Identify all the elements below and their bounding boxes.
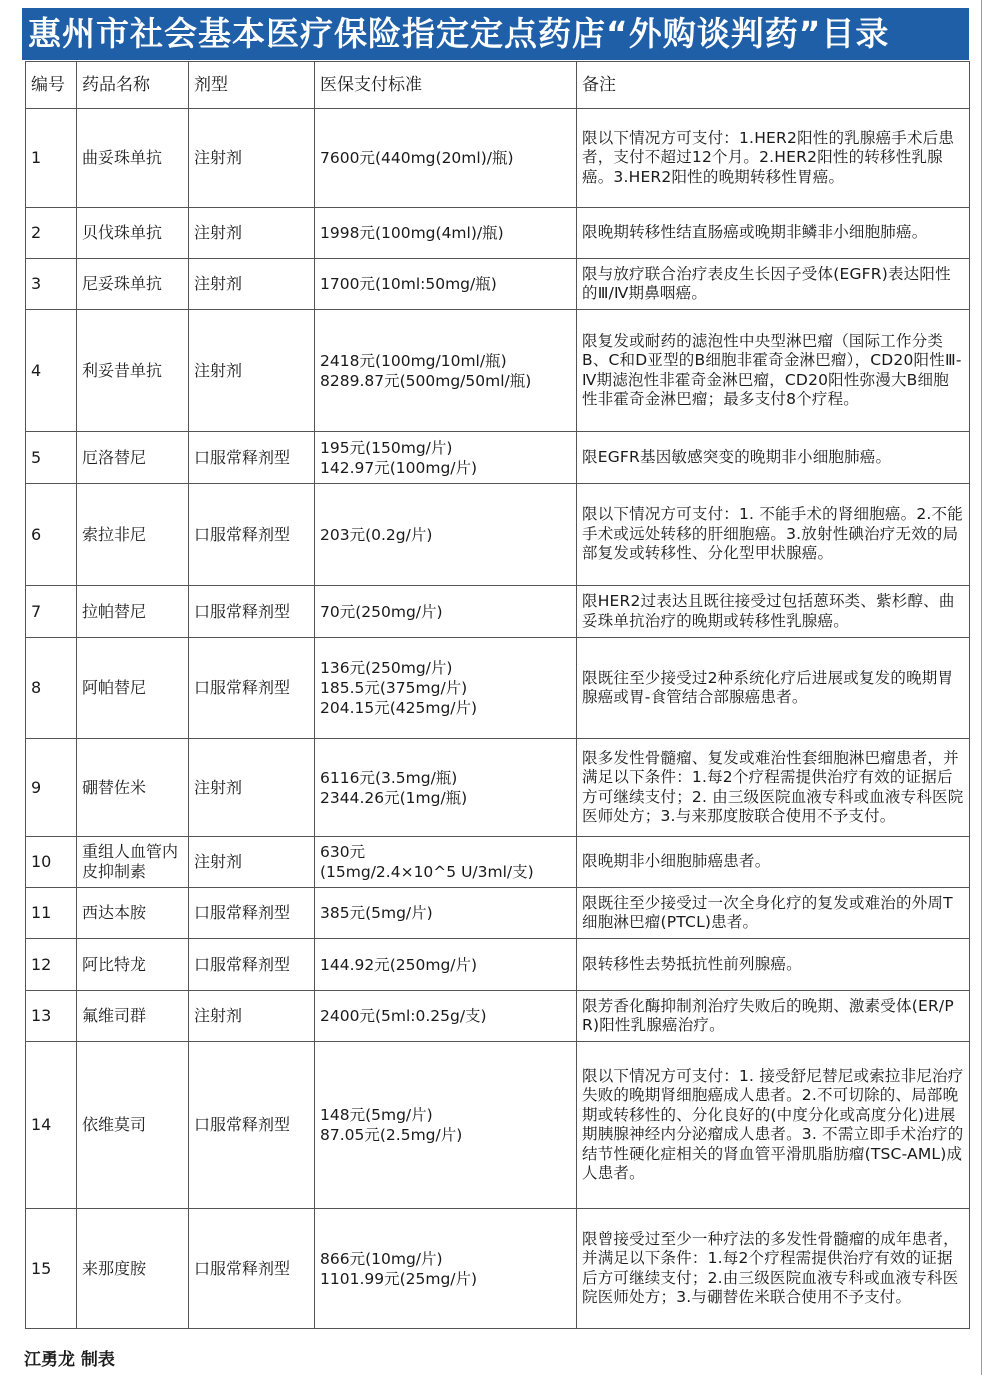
table-body bbox=[26, 109, 970, 1329]
remarks-cell: 限以下情况方可支付：1.HER2阳性的乳腺癌手术后患者，支付不超过12个月。2.HER2阳性的转移性乳腺癌。3.HER2阳性的晚期转移性胃癌。 bbox=[577, 109, 970, 208]
table-row bbox=[26, 109, 970, 208]
dosage-form-cell: 口服常释剂型 bbox=[189, 484, 315, 586]
table-row bbox=[26, 739, 970, 837]
table-row bbox=[26, 939, 970, 991]
table-header-row bbox=[26, 62, 970, 109]
drug-name-cell: 来那度胺 bbox=[77, 1209, 189, 1329]
dosage-form-cell: 口服常释剂型 bbox=[189, 432, 315, 484]
drug-name-cell: 贝伐珠单抗 bbox=[77, 208, 189, 259]
payment-standard-cell: 2418元(100mg/10ml/瓶) 8289.87元(500mg/50ml/瓶) bbox=[315, 310, 577, 432]
table-row bbox=[26, 837, 970, 888]
number-cell: 1 bbox=[26, 109, 77, 208]
payment-standard-cell: 6116元(3.5mg/瓶) 2344.26元(1mg/瓶) bbox=[315, 739, 577, 837]
remarks-cell: 限与放疗联合治疗表皮生长因子受体(EGFR)表达阳性的Ⅲ/Ⅳ期鼻咽癌。 bbox=[577, 259, 970, 310]
number-cell: 10 bbox=[26, 837, 77, 888]
table-row bbox=[26, 208, 970, 259]
table-row bbox=[26, 991, 970, 1042]
remarks-cell: 限曾接受过至少一种疗法的多发性骨髓瘤的成年患者，并满足以下条件：1.每2个疗程需提供治疗有效的证据后方可继续支付；2.由三级医院血液专科或血液专科医院医师处方；3.与硼替佐米联合使用不予支付。 bbox=[577, 1209, 970, 1329]
payment-standard-cell: 148元(5mg/片) 87.05元(2.5mg/片) bbox=[315, 1042, 577, 1209]
page-edge-divider bbox=[981, 0, 982, 1375]
remarks-cell: 限多发性骨髓瘤、复发或难治性套细胞淋巴瘤患者，并满足以下条件：1.每2个疗程需提供治疗有效的证据后方可继续支付；2. 由三级医院血液专科或血液专科医院医师处方；3.与来那度胺联合使用不予支付。 bbox=[577, 739, 970, 837]
dosage-form-cell: 注射剂 bbox=[189, 259, 315, 310]
drug-name-cell: 西达本胺 bbox=[77, 888, 189, 939]
dosage-form-cell: 口服常释剂型 bbox=[189, 1042, 315, 1209]
number-cell: 6 bbox=[26, 484, 77, 586]
table-row bbox=[26, 1042, 970, 1209]
dosage-form-cell: 注射剂 bbox=[189, 739, 315, 837]
table-row bbox=[26, 888, 970, 939]
drug-name-cell: 重组人血管内皮抑制素 bbox=[77, 837, 189, 888]
remarks-cell: 限芳香化酶抑制剂治疗失败后的晚期、激素受体(ER/PR)阳性乳腺癌治疗。 bbox=[577, 991, 970, 1042]
payment-standard-cell: 1700元(10ml:50mg/瓶) bbox=[315, 259, 577, 310]
remarks-cell: 限既往至少接受过一次全身化疗的复发或难治的外周T细胞淋巴瘤(PTCL)患者。 bbox=[577, 888, 970, 939]
drug-name-cell: 氟维司群 bbox=[77, 991, 189, 1042]
dosage-form-cell: 口服常释剂型 bbox=[189, 638, 315, 739]
number-cell: 5 bbox=[26, 432, 77, 484]
table-row bbox=[26, 432, 970, 484]
number-cell: 7 bbox=[26, 586, 77, 638]
table-row bbox=[26, 484, 970, 586]
dosage-form-cell: 注射剂 bbox=[189, 109, 315, 208]
number-cell: 2 bbox=[26, 208, 77, 259]
number-cell: 4 bbox=[26, 310, 77, 432]
column-header-number: 编号 bbox=[26, 62, 77, 109]
dosage-form-cell: 注射剂 bbox=[189, 991, 315, 1042]
table-row bbox=[26, 638, 970, 739]
remarks-cell: 限EGFR基因敏感突变的晚期非小细胞肺癌。 bbox=[577, 432, 970, 484]
remarks-cell: 限转移性去势抵抗性前列腺癌。 bbox=[577, 939, 970, 991]
payment-standard-cell: 866元(10mg/片) 1101.99元(25mg/片) bbox=[315, 1209, 577, 1329]
column-header-payment-standard: 医保支付标准 bbox=[315, 62, 577, 109]
number-cell: 13 bbox=[26, 991, 77, 1042]
remarks-cell: 限以下情况方可支付：1. 接受舒尼替尼或索拉非尼治疗失败的晚期肾细胞癌成人患者。2.不可切除的、局部晚期或转移性的、分化良好的(中度分化或高度分化)进展期胰腺神经内分泌瘤成人患者。3. 不需立即手术治疗的结节性硬化症相关的肾血管平滑肌脂肪瘤(TSC-AML)成人患者。 bbox=[577, 1042, 970, 1209]
dosage-form-cell: 注射剂 bbox=[189, 837, 315, 888]
page-title: 惠州市社会基本医疗保险指定定点药店“外购谈判药”目录 bbox=[22, 8, 969, 60]
table-author-credit: 江勇龙 制表 bbox=[24, 1350, 115, 1370]
remarks-cell: 限HER2过表达且既往接受过包括蒽环类、紫杉醇、曲妥珠单抗治疗的晚期或转移性乳腺癌。 bbox=[577, 586, 970, 638]
drug-name-cell: 拉帕替尼 bbox=[77, 586, 189, 638]
payment-standard-cell: 195元(150mg/片) 142.97元(100mg/片) bbox=[315, 432, 577, 484]
dosage-form-cell: 注射剂 bbox=[189, 208, 315, 259]
dosage-form-cell: 口服常释剂型 bbox=[189, 586, 315, 638]
number-cell: 3 bbox=[26, 259, 77, 310]
remarks-cell: 限晚期转移性结直肠癌或晚期非鳞非小细胞肺癌。 bbox=[577, 208, 970, 259]
drug-name-cell: 依维莫司 bbox=[77, 1042, 189, 1209]
payment-standard-cell: 630元 (15mg/2.4×10^5 U/3ml/支) bbox=[315, 837, 577, 888]
number-cell: 9 bbox=[26, 739, 77, 837]
drug-name-cell: 阿帕替尼 bbox=[77, 638, 189, 739]
number-cell: 15 bbox=[26, 1209, 77, 1329]
payment-standard-cell: 2400元(5ml:0.25g/支) bbox=[315, 991, 577, 1042]
column-header-remarks: 备注 bbox=[577, 62, 970, 109]
table-row bbox=[26, 310, 970, 432]
payment-standard-cell: 203元(0.2g/片) bbox=[315, 484, 577, 586]
drug-name-cell: 利妥昔单抗 bbox=[77, 310, 189, 432]
remarks-cell: 限既往至少接受过2种系统化疗后进展或复发的晚期胃腺癌或胃-食管结合部腺癌患者。 bbox=[577, 638, 970, 739]
drug-name-cell: 尼妥珠单抗 bbox=[77, 259, 189, 310]
column-header-drug-name: 药品名称 bbox=[77, 62, 189, 109]
payment-standard-cell: 1998元(100mg(4ml)/瓶) bbox=[315, 208, 577, 259]
number-cell: 8 bbox=[26, 638, 77, 739]
drug-catalog-table bbox=[25, 61, 970, 1329]
table-row bbox=[26, 259, 970, 310]
payment-standard-cell: 7600元(440mg(20ml)/瓶) bbox=[315, 109, 577, 208]
dosage-form-cell: 口服常释剂型 bbox=[189, 1209, 315, 1329]
remarks-cell: 限晚期非小细胞肺癌患者。 bbox=[577, 837, 970, 888]
table-row bbox=[26, 586, 970, 638]
number-cell: 11 bbox=[26, 888, 77, 939]
payment-standard-cell: 136元(250mg/片) 185.5元(375mg/片) 204.15元(425mg/片) bbox=[315, 638, 577, 739]
number-cell: 12 bbox=[26, 939, 77, 991]
dosage-form-cell: 注射剂 bbox=[189, 310, 315, 432]
remarks-cell: 限复发或耐药的滤泡性中央型淋巴瘤（国际工作分类B、C和D亚型的B细胞非霍奇金淋巴瘤），CD20阳性Ⅲ-Ⅳ期滤泡性非霍奇金淋巴瘤，CD20阳性弥漫大B细胞性非霍奇金淋巴瘤；最多支付8个疗程。 bbox=[577, 310, 970, 432]
dosage-form-cell: 口服常释剂型 bbox=[189, 888, 315, 939]
dosage-form-cell: 口服常释剂型 bbox=[189, 939, 315, 991]
payment-standard-cell: 70元(250mg/片) bbox=[315, 586, 577, 638]
column-header-dosage-form: 剂型 bbox=[189, 62, 315, 109]
payment-standard-cell: 144.92元(250mg/片) bbox=[315, 939, 577, 991]
table-row bbox=[26, 1209, 970, 1329]
remarks-cell: 限以下情况方可支付：1. 不能手术的肾细胞癌。2.不能手术或远处转移的肝细胞癌。3.放射性碘治疗无效的局部复发或转移性、分化型甲状腺癌。 bbox=[577, 484, 970, 586]
payment-standard-cell: 385元(5mg/片) bbox=[315, 888, 577, 939]
drug-name-cell: 硼替佐米 bbox=[77, 739, 189, 837]
number-cell: 14 bbox=[26, 1042, 77, 1209]
drug-name-cell: 阿比特龙 bbox=[77, 939, 189, 991]
drug-name-cell: 索拉非尼 bbox=[77, 484, 189, 586]
drug-name-cell: 曲妥珠单抗 bbox=[77, 109, 189, 208]
drug-name-cell: 厄洛替尼 bbox=[77, 432, 189, 484]
